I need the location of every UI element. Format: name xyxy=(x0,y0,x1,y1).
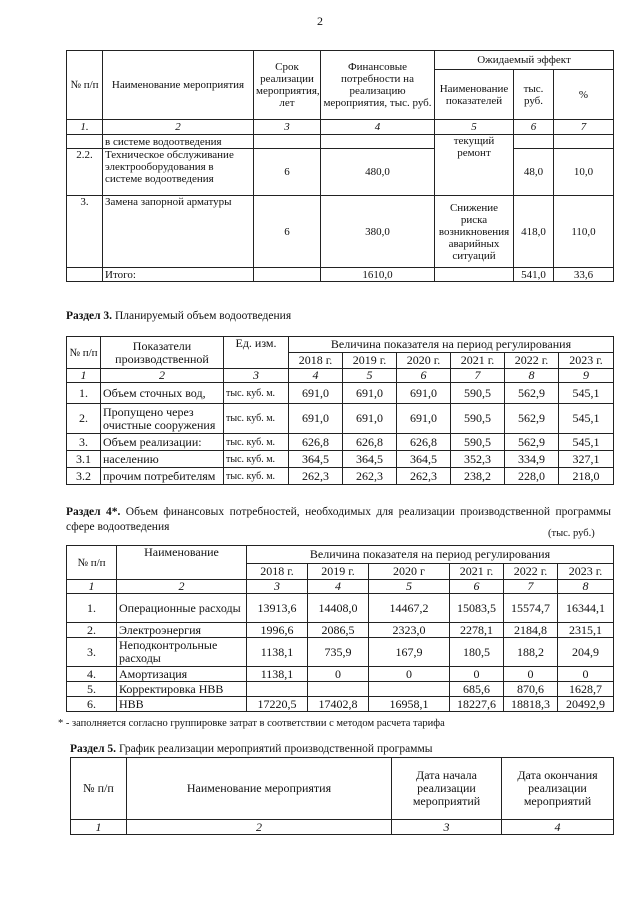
index-cell: 7 xyxy=(451,369,505,383)
row-name: Замена запорной арматуры xyxy=(103,196,254,268)
row-name: прочим потребителям xyxy=(101,468,224,485)
row-value: 364,5 xyxy=(343,451,397,468)
row-value: 545,1 xyxy=(559,404,614,434)
index-cell: 2 xyxy=(103,120,254,135)
row-rub: 418,0 xyxy=(514,196,554,268)
row-value: 17220,5 xyxy=(247,697,308,712)
row-value: 17402,8 xyxy=(308,697,369,712)
row-value: 626,8 xyxy=(397,434,451,451)
row-value: 334,9 xyxy=(505,451,559,468)
section-5-title-text: График реализации мероприятий производственной программы xyxy=(116,743,433,755)
row-indicator: Снижение риска возникновения аварийных ситуаций xyxy=(435,196,514,268)
row-value: 2278,1 xyxy=(450,623,504,638)
row-value: 20492,9 xyxy=(558,697,614,712)
index-cell: 5 xyxy=(343,369,397,383)
row-value: 590,5 xyxy=(451,404,505,434)
table-row xyxy=(67,682,614,697)
row-value: 262,3 xyxy=(289,468,343,485)
row-num: 3. xyxy=(67,434,101,451)
row-value: 16344,1 xyxy=(558,594,614,623)
row-value: 691,0 xyxy=(397,404,451,434)
table-row xyxy=(67,468,614,485)
row-name: Техническое обслуживание электрооборудования в системе водоотведения xyxy=(103,149,254,196)
header-start-date: Дата начала реализации мероприятий xyxy=(392,758,502,820)
table-row xyxy=(67,594,614,623)
row-value: 1138,1 xyxy=(247,667,308,682)
row-pct: 33,6 xyxy=(554,268,614,282)
row-value: 2086,5 xyxy=(308,623,369,638)
index-cell: 3 xyxy=(392,820,502,835)
row-value: 0 xyxy=(450,667,504,682)
index-cell: 8 xyxy=(505,369,559,383)
index-row xyxy=(71,820,614,835)
header-indicator: Показатели производственной xyxy=(101,337,224,369)
header-num: № п/п xyxy=(71,758,127,820)
row-num: 3.2 xyxy=(67,468,101,485)
index-cell: 6 xyxy=(514,120,554,135)
index-cell: 2 xyxy=(127,820,392,835)
schedule-table xyxy=(70,757,614,835)
table-row xyxy=(67,638,614,667)
row-pct: 10,0 xyxy=(554,149,614,196)
row-unit: тыс. куб. м. xyxy=(224,383,289,404)
index-cell: 5 xyxy=(435,120,514,135)
row-value: 18818,3 xyxy=(504,697,558,712)
index-cell: 8 xyxy=(558,580,614,594)
row-name: Объем реализации: xyxy=(101,434,224,451)
row-value: 204,9 xyxy=(558,638,614,667)
row-value xyxy=(308,682,369,697)
index-row xyxy=(67,120,614,135)
row-value: 238,2 xyxy=(451,468,505,485)
row-value: 0 xyxy=(369,667,450,682)
row-value: 167,9 xyxy=(369,638,450,667)
header-year: 2019 г. xyxy=(308,564,369,580)
row-name: населению xyxy=(101,451,224,468)
table-row xyxy=(67,135,614,149)
row-value: 590,5 xyxy=(451,383,505,404)
index-cell: 7 xyxy=(504,580,558,594)
index-cell: 6 xyxy=(397,369,451,383)
header-year: 2021 г. xyxy=(450,564,504,580)
row-value: 352,3 xyxy=(451,451,505,468)
row-term xyxy=(254,135,321,149)
section-4-title-text: Объем финансовых потребностей, необходимых для реализации производственной программы сфере водоотведения xyxy=(66,506,612,533)
row-num: 1. xyxy=(67,594,117,623)
header-period: Величина показателя на период регулирования xyxy=(289,337,614,353)
section-5-title xyxy=(70,743,432,755)
index-cell: 4 xyxy=(308,580,369,594)
header-num: № п/п xyxy=(67,546,117,580)
row-value xyxy=(369,682,450,697)
row-fin: 380,0 xyxy=(321,196,435,268)
footnote: * - заполняется согласно группировке затрат в соответствии с методом расчета тарифа xyxy=(58,718,445,729)
row-value: 870,6 xyxy=(504,682,558,697)
row-value: 626,8 xyxy=(343,434,397,451)
row-fin xyxy=(321,135,435,149)
row-num: 2. xyxy=(67,623,117,638)
row-num: 6. xyxy=(67,697,117,712)
row-name: Неподконтрольные расходы xyxy=(117,638,247,667)
row-value: 14467,2 xyxy=(369,594,450,623)
section-3-title-text: Планируемый объем водоотведения xyxy=(112,310,292,322)
index-row xyxy=(67,580,614,594)
section-4-title xyxy=(66,505,611,535)
table-row xyxy=(67,196,614,268)
row-value: 1996,6 xyxy=(247,623,308,638)
row-name: НВВ xyxy=(117,697,247,712)
table-row xyxy=(67,149,614,196)
index-cell: 4 xyxy=(502,820,614,835)
index-row xyxy=(67,369,614,383)
row-rub: 48,0 xyxy=(514,149,554,196)
row-fin: 1610,0 xyxy=(321,268,435,282)
row-num: 2.2. xyxy=(67,149,103,196)
row-value: 691,0 xyxy=(289,383,343,404)
row-value: 262,3 xyxy=(397,468,451,485)
row-value: 364,5 xyxy=(289,451,343,468)
row-value: 327,1 xyxy=(559,451,614,468)
row-value: 562,9 xyxy=(505,404,559,434)
row-value: 562,9 xyxy=(505,434,559,451)
index-cell: 2 xyxy=(101,369,224,383)
wastewater-volume-table xyxy=(66,336,614,485)
table-row xyxy=(67,451,614,468)
row-value: 0 xyxy=(504,667,558,682)
row-value: 13913,6 xyxy=(247,594,308,623)
row-value: 0 xyxy=(558,667,614,682)
index-cell: 1 xyxy=(67,580,117,594)
table-row xyxy=(67,434,614,451)
row-indicator xyxy=(435,268,514,282)
header-finance: Финансовые потребности на реализацию мероприятия, тыс. руб. xyxy=(321,51,435,120)
section-5-title-bold: Раздел 5. xyxy=(70,743,117,755)
row-rub xyxy=(514,135,554,149)
row-unit: тыс. куб. м. xyxy=(224,434,289,451)
row-num: 5. xyxy=(67,682,117,697)
row-value: 364,5 xyxy=(397,451,451,468)
index-cell: 4 xyxy=(289,369,343,383)
header-year: 2023 г. xyxy=(558,564,614,580)
row-term: 6 xyxy=(254,149,321,196)
row-num: 1. xyxy=(67,383,101,404)
row-name: в системе водоотведения xyxy=(103,135,254,149)
row-name: Итого: xyxy=(103,268,254,282)
row-pct xyxy=(554,135,614,149)
row-value: 16958,1 xyxy=(369,697,450,712)
row-value: 228,0 xyxy=(505,468,559,485)
row-value: 188,2 xyxy=(504,638,558,667)
row-num: 3.1 xyxy=(67,451,101,468)
row-indicator: текущий ремонт xyxy=(435,135,514,196)
row-num: 3. xyxy=(67,638,117,667)
index-cell: 3 xyxy=(254,120,321,135)
header-pct: % xyxy=(554,70,614,120)
header-term: Срок реализации мероприятия, лет xyxy=(254,51,321,120)
header-rub: тыс. руб. xyxy=(514,70,554,120)
row-value: 15083,5 xyxy=(450,594,504,623)
header-effect: Ожидаемый эффект xyxy=(435,51,614,70)
row-name: Амортизация xyxy=(117,667,247,682)
table-row xyxy=(67,667,614,682)
header-year: 2020 г. xyxy=(397,353,451,369)
row-value: 180,5 xyxy=(450,638,504,667)
row-num xyxy=(67,135,103,149)
total-row xyxy=(67,268,614,282)
row-value: 2184,8 xyxy=(504,623,558,638)
unit-note: (тыс. руб.) xyxy=(548,528,595,539)
row-num: 3. xyxy=(67,196,103,268)
index-cell: 2 xyxy=(117,580,247,594)
row-value: 14408,0 xyxy=(308,594,369,623)
header-year: 2022 г. xyxy=(505,353,559,369)
header-end-date: Дата окончания реализации мероприятий xyxy=(502,758,614,820)
index-cell: 7 xyxy=(554,120,614,135)
row-value: 691,0 xyxy=(343,383,397,404)
table-row xyxy=(67,697,614,712)
section-4-title-bold: Раздел 4*. xyxy=(66,506,121,518)
row-value: 2323,0 xyxy=(369,623,450,638)
section-3-title xyxy=(66,310,291,322)
row-num: 2. xyxy=(67,404,101,434)
row-value: 1628,7 xyxy=(558,682,614,697)
row-value: 545,1 xyxy=(559,383,614,404)
index-cell: 9 xyxy=(559,369,614,383)
row-value xyxy=(247,682,308,697)
header-year: 2022 г. xyxy=(504,564,558,580)
row-value: 626,8 xyxy=(289,434,343,451)
table-row xyxy=(67,383,614,404)
row-value: 735,9 xyxy=(308,638,369,667)
measures-table xyxy=(66,50,614,282)
row-value: 691,0 xyxy=(343,404,397,434)
header-year: 2021 г. xyxy=(451,353,505,369)
index-cell: 5 xyxy=(369,580,450,594)
row-value: 691,0 xyxy=(397,383,451,404)
row-num: 4. xyxy=(67,667,117,682)
index-cell: 3 xyxy=(224,369,289,383)
row-unit: тыс. куб. м. xyxy=(224,468,289,485)
row-value: 1138,1 xyxy=(247,638,308,667)
index-cell: 1 xyxy=(67,369,101,383)
page-number: 2 xyxy=(317,14,323,28)
row-value: 18227,6 xyxy=(450,697,504,712)
table-row xyxy=(67,404,614,434)
financial-needs-table xyxy=(66,545,614,712)
header-num: № п/п xyxy=(67,51,103,120)
header-name: Наименование мероприятия xyxy=(127,758,392,820)
row-term: 6 xyxy=(254,196,321,268)
row-value: 562,9 xyxy=(505,383,559,404)
header-unit: Ед. изм. xyxy=(224,337,289,369)
header-year: 2020 г xyxy=(369,564,450,580)
row-value: 15574,7 xyxy=(504,594,558,623)
row-num xyxy=(67,268,103,282)
index-cell: 3 xyxy=(247,580,308,594)
header-period: Величина показателя на период регулирования xyxy=(247,546,614,564)
index-cell: 1. xyxy=(67,120,103,135)
row-name: Объем сточных вод, xyxy=(101,383,224,404)
row-name: Пропущено через очистные сооружения xyxy=(101,404,224,434)
index-cell: 1 xyxy=(71,820,127,835)
row-value: 262,3 xyxy=(343,468,397,485)
row-name: Корректировка НВВ xyxy=(117,682,247,697)
header-name: Наименование xyxy=(117,546,247,580)
row-unit: тыс. куб. м. xyxy=(224,404,289,434)
header-name: Наименование мероприятия xyxy=(103,51,254,120)
row-rub: 541,0 xyxy=(514,268,554,282)
row-name: Электроэнергия xyxy=(117,623,247,638)
row-term xyxy=(254,268,321,282)
row-value: 218,0 xyxy=(559,468,614,485)
index-cell: 4 xyxy=(321,120,435,135)
row-value: 2315,1 xyxy=(558,623,614,638)
table-row xyxy=(67,623,614,638)
row-pct: 110,0 xyxy=(554,196,614,268)
row-value: 685,6 xyxy=(450,682,504,697)
row-name: Операционные расходы xyxy=(117,594,247,623)
row-value: 590,5 xyxy=(451,434,505,451)
header-year: 2018 г. xyxy=(289,353,343,369)
header-year: 2019 г. xyxy=(343,353,397,369)
header-year: 2018 г. xyxy=(247,564,308,580)
row-value: 0 xyxy=(308,667,369,682)
row-value: 545,1 xyxy=(559,434,614,451)
row-fin: 480,0 xyxy=(321,149,435,196)
index-cell: 6 xyxy=(450,580,504,594)
section-3-title-bold: Раздел 3. xyxy=(66,310,113,322)
header-num: № п/п xyxy=(67,337,101,369)
row-value: 691,0 xyxy=(289,404,343,434)
row-unit: тыс. куб. м. xyxy=(224,451,289,468)
header-indicator-name: Наименование показателей xyxy=(435,70,514,120)
header-year: 2023 г. xyxy=(559,353,614,369)
